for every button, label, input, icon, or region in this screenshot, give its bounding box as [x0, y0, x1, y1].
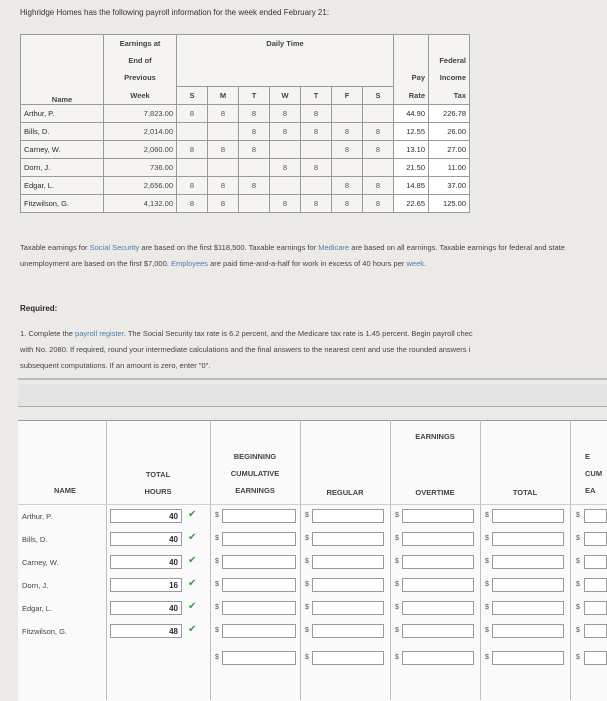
dollar-sign: $	[215, 512, 219, 519]
day-hours: 8	[239, 141, 270, 159]
dollar-sign: $	[305, 604, 309, 611]
day-hours: 8	[332, 123, 363, 141]
check-icon: ✔	[188, 578, 197, 589]
federal-tax: 11.00	[429, 159, 470, 177]
prev-earnings: 7,823.00	[104, 105, 177, 123]
total-beginning-earnings-input[interactable]	[222, 651, 296, 665]
dollar-sign: $	[485, 581, 489, 588]
col-header-earnings-2: End of	[104, 52, 177, 69]
day-hours: 8	[332, 141, 363, 159]
dollar-sign: $	[576, 558, 580, 565]
register-employee-name: Fitzwilson, G.	[22, 627, 68, 636]
dollar-sign: $	[485, 654, 489, 661]
day-hours: 8	[208, 177, 239, 195]
beginning-earnings-input[interactable]	[222, 532, 296, 546]
col-header-day: M	[208, 87, 239, 105]
day-hours: 8	[301, 195, 332, 213]
dollar-sign: $	[485, 627, 489, 634]
regular-earnings-input[interactable]	[312, 601, 384, 615]
cumulative-earnings-input[interactable]	[584, 509, 607, 523]
cumulative-earnings-input[interactable]	[584, 578, 607, 592]
dollar-sign: $	[305, 558, 309, 565]
dollar-sign: $	[215, 627, 219, 634]
total-header: TOTAL	[512, 488, 538, 497]
dollar-sign: $	[395, 581, 399, 588]
overtime-earnings-input[interactable]	[402, 624, 474, 638]
total-earnings-input[interactable]	[492, 555, 564, 569]
pay-rate: 44.90	[394, 105, 429, 123]
col-header-day: T	[301, 87, 332, 105]
day-hours	[177, 159, 208, 177]
dollar-sign: $	[395, 512, 399, 519]
dollar-sign: $	[305, 512, 309, 519]
day-hours	[301, 177, 332, 195]
col-header-day: S	[177, 87, 208, 105]
register-employee-name: Dorn, J.	[22, 581, 49, 590]
day-hours	[208, 123, 239, 141]
register-employee-name: Arthur, P.	[22, 512, 53, 521]
dollar-sign: $	[215, 535, 219, 542]
register-employee-name: Carney, W.	[22, 558, 59, 567]
check-icon: ✔	[188, 509, 197, 520]
prev-earnings: 2,656.00	[104, 177, 177, 195]
day-hours: 8	[270, 123, 301, 141]
dollar-sign: $	[485, 558, 489, 565]
day-hours: 8	[177, 141, 208, 159]
link-social-security[interactable]: Social Security	[89, 243, 140, 252]
dollar-sign: $	[215, 581, 219, 588]
regular-earnings-input[interactable]	[312, 555, 384, 569]
pay-rate: 22.65	[394, 195, 429, 213]
col-header-day: T	[239, 87, 270, 105]
table-row	[21, 195, 470, 213]
dollar-sign: $	[305, 581, 309, 588]
federal-tax: 226.78	[429, 105, 470, 123]
overtime-earnings-input[interactable]	[402, 555, 474, 569]
taxable-earnings-note: Taxable earnings for Social Security are based on the first $118,500. Taxable earnings for Medicare are based on all earnings. Taxable earnings for federal and state unemployment are based on the first $7,000. Employees are paid time-and-a-half for work in excess of 40 hours per week.	[20, 243, 565, 268]
table-row	[21, 177, 470, 195]
day-hours: 8	[177, 177, 208, 195]
cumulative-earnings-input[interactable]	[584, 555, 607, 569]
table-row	[21, 159, 470, 177]
regular-earnings-input[interactable]	[312, 624, 384, 638]
col-header-name: Name	[21, 35, 104, 105]
col-header-day: W	[270, 87, 301, 105]
total-hours-input[interactable]: 16	[110, 578, 182, 592]
prev-earnings: 2,014.00	[104, 123, 177, 141]
cut-header: E CUM EA	[585, 452, 603, 495]
day-hours: 8	[239, 123, 270, 141]
day-hours: 8	[332, 195, 363, 213]
instructions: 1. Complete the payroll register. The Social Security tax rate is 6.2 percent, and the Medicare tax rate is 1.45 percent. Begin payroll chec with No. 2080. If required, round your intermediate calculations and the final answers to the nearest cent and use the rounded answers i subsequent computations. If an amount is zero, enter "0".	[20, 329, 473, 370]
total-earnings-input[interactable]	[492, 578, 564, 592]
pay-rate: 14.85	[394, 177, 429, 195]
pay-rate: 13.10	[394, 141, 429, 159]
register-toolbar-band	[18, 384, 607, 407]
col-header-pay-1: Pay	[394, 69, 429, 87]
day-hours: 8	[363, 195, 394, 213]
day-hours: 8	[363, 123, 394, 141]
dollar-sign: $	[395, 604, 399, 611]
day-hours: 8	[270, 195, 301, 213]
employee-name: Fitzwilson, G.	[21, 195, 104, 213]
total-overtime-earnings-input[interactable]	[402, 651, 474, 665]
dollar-sign: $	[485, 604, 489, 611]
dollar-sign: $	[215, 604, 219, 611]
col-header-daily-time: Daily Time	[177, 35, 394, 53]
col-header-earnings-1: Earnings at	[104, 35, 177, 53]
day-hours: 8	[208, 105, 239, 123]
table-row	[21, 141, 470, 159]
beginning-earnings-input[interactable]	[222, 624, 296, 638]
col-header-federal-3: Tax	[429, 87, 470, 105]
total-earnings-input[interactable]	[492, 532, 564, 546]
check-icon: ✔	[188, 601, 197, 612]
link-employees[interactable]: Employees	[170, 259, 209, 268]
day-hours	[363, 105, 394, 123]
total-regular-earnings-input[interactable]	[312, 651, 384, 665]
total-earnings-input[interactable]	[492, 624, 564, 638]
dollar-sign: $	[305, 654, 309, 661]
dollar-sign: $	[305, 535, 309, 542]
day-hours: 8	[208, 195, 239, 213]
employee-name: Bills, D.	[21, 123, 104, 141]
payroll-info-table	[20, 34, 470, 213]
dollar-sign: $	[576, 627, 580, 634]
register-employee-name: Edgar, L.	[22, 604, 53, 613]
col-header-federal-2: Income	[429, 69, 470, 87]
cumulative-earnings-input[interactable]	[584, 532, 607, 546]
col-header-earnings-3: Previous	[104, 69, 177, 87]
total-cumulative-earnings-input[interactable]	[584, 651, 607, 665]
day-hours: 8	[363, 141, 394, 159]
name-header: NAME	[53, 486, 77, 495]
col-header-federal-1: Federal	[429, 52, 470, 69]
day-hours: 8	[301, 159, 332, 177]
day-hours	[270, 177, 301, 195]
total-hours-input[interactable]: 48	[110, 624, 182, 638]
regular-earnings-input[interactable]	[312, 532, 384, 546]
dollar-sign: $	[395, 558, 399, 565]
link-week[interactable]: week	[406, 259, 424, 268]
day-hours: 8	[301, 105, 332, 123]
day-hours	[239, 159, 270, 177]
dollar-sign: $	[485, 512, 489, 519]
day-hours	[270, 141, 301, 159]
divider	[18, 378, 607, 380]
total-earnings-input[interactable]	[492, 509, 564, 523]
day-hours: 8	[270, 105, 301, 123]
cumulative-earnings-input[interactable]	[584, 624, 607, 638]
table-row	[21, 105, 470, 123]
dollar-sign: $	[395, 627, 399, 634]
overtime-earnings-input[interactable]	[402, 601, 474, 615]
day-hours: 8	[208, 141, 239, 159]
dollar-sign: $	[576, 512, 580, 519]
dollar-sign: $	[576, 654, 580, 661]
col-header-pay-2: Rate	[394, 87, 429, 105]
regular-header: REGULAR	[326, 488, 364, 497]
federal-tax: 26.00	[429, 123, 470, 141]
day-hours: 8	[270, 159, 301, 177]
overtime-earnings-input[interactable]	[402, 578, 474, 592]
dollar-sign: $	[305, 627, 309, 634]
dollar-sign: $	[576, 581, 580, 588]
day-hours	[332, 159, 363, 177]
required-heading: Required:	[20, 304, 58, 313]
prev-earnings: 736.00	[104, 159, 177, 177]
total-hours-input[interactable]: 40	[110, 601, 182, 615]
day-hours: 8	[239, 105, 270, 123]
federal-tax: 37.00	[429, 177, 470, 195]
day-hours: 8	[177, 195, 208, 213]
cumulative-earnings-input[interactable]	[584, 601, 607, 615]
earnings-header: EARNINGS	[415, 432, 455, 441]
day-hours	[363, 159, 394, 177]
day-hours: 8	[177, 105, 208, 123]
pay-rate: 21.50	[394, 159, 429, 177]
dollar-sign: $	[576, 604, 580, 611]
day-hours	[177, 123, 208, 141]
dollar-sign: $	[215, 558, 219, 565]
prev-earnings: 4,132.00	[104, 195, 177, 213]
total-hours-header: TOTAL HOURS	[144, 470, 172, 496]
regular-earnings-input[interactable]	[312, 578, 384, 592]
day-hours: 8	[332, 177, 363, 195]
regular-earnings-input[interactable]	[312, 509, 384, 523]
federal-tax: 27.00	[429, 141, 470, 159]
check-icon: ✔	[188, 532, 197, 543]
dollar-sign: $	[215, 654, 219, 661]
beginning-earnings-input[interactable]	[222, 578, 296, 592]
day-hours: 8	[363, 177, 394, 195]
grand-total-earnings-input[interactable]	[492, 651, 564, 665]
dollar-sign: $	[576, 535, 580, 542]
pay-rate: 12.55	[394, 123, 429, 141]
link-payroll-register[interactable]: payroll register	[75, 329, 124, 338]
col-header-day: S	[363, 87, 394, 105]
dollar-sign: $	[395, 535, 399, 542]
dollar-sign: $	[395, 654, 399, 661]
beginning-earnings-header: BEGINNING CUMULATIVE EARNINGS	[230, 452, 280, 495]
table-row	[21, 123, 470, 141]
employee-name: Dorn, J.	[21, 159, 104, 177]
day-hours	[208, 159, 239, 177]
day-hours: 8	[239, 177, 270, 195]
col-header-day: F	[332, 87, 363, 105]
overtime-earnings-input[interactable]	[402, 509, 474, 523]
overtime-earnings-input[interactable]	[402, 532, 474, 546]
day-hours	[332, 105, 363, 123]
check-icon: ✔	[188, 624, 197, 635]
col-header-earnings-4: Week	[104, 87, 177, 105]
day-hours	[301, 141, 332, 159]
day-hours: 8	[301, 123, 332, 141]
link-medicare[interactable]: Medicare	[318, 243, 350, 252]
total-hours-input[interactable]: 40	[110, 509, 182, 523]
dollar-sign: $	[485, 535, 489, 542]
beginning-earnings-input[interactable]	[222, 601, 296, 615]
employee-name: Arthur, P.	[21, 105, 104, 123]
total-earnings-input[interactable]	[492, 601, 564, 615]
intro-text: Highridge Homes has the following payroll information for the week ended February 21:	[20, 8, 330, 17]
check-icon: ✔	[188, 555, 197, 566]
register-employee-name: Bills, D.	[22, 535, 48, 544]
day-hours	[239, 195, 270, 213]
total-hours-input[interactable]: 40	[110, 555, 182, 569]
total-hours-input[interactable]: 40	[110, 532, 182, 546]
federal-tax: 125.00	[429, 195, 470, 213]
prev-earnings: 2,060.00	[104, 141, 177, 159]
beginning-earnings-input[interactable]	[222, 509, 296, 523]
employee-name: Carney, W.	[21, 141, 104, 159]
overtime-header: OVERTIME	[415, 488, 455, 497]
employee-name: Edgar, L.	[21, 177, 104, 195]
beginning-earnings-input[interactable]	[222, 555, 296, 569]
